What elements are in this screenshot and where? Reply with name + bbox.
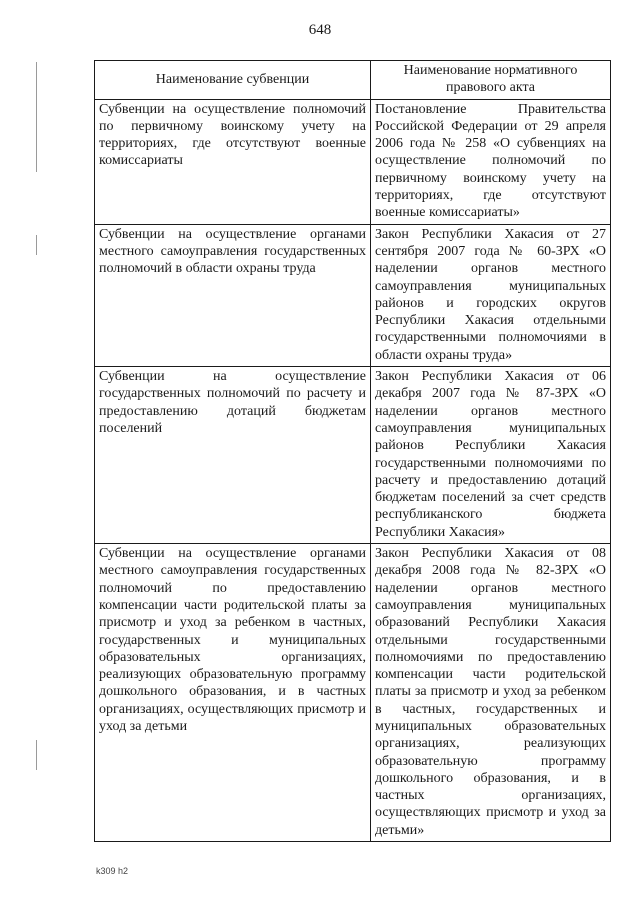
footer-document-code: k309 h2 [96,866,129,876]
margin-scan-mark [36,235,37,255]
header-legal-act-name: Наименование нормативного правового акта [371,61,611,100]
subvention-cell: Субвенции на осуществление органами местного самоуправления государственных полномочий по предоставлению компенсации части родительской платы за присмотр и уход за ребенком в частных, государственных и муниципальных образовательных организациях, реализующих образовательную программу дошкольного образования, и в частных организациях, осуществляющих присмотр и уход за детьми [95,544,371,842]
table-row [95,224,611,366]
margin-scan-mark [36,740,37,770]
header-subvention-name: Наименование субвенции [95,61,371,100]
legal-act-cell: Постановление Правительства Российской Федерации от 29 апреля 2006 года № 258 «О субвенциях на осуществление полномочий по первичному воинскому учету на территориях, где отсутствуют военные комиссариаты» [371,99,611,224]
subvention-cell: Субвенции на осуществление государственных полномочий по расчету и предоставлению дотаций бюджетам поселений [95,367,371,544]
subvention-cell: Субвенции на осуществление полномочий по первичному воинскому учету на территориях, где отсутствуют военные комиссариаты [95,99,371,224]
page-number: 648 [308,22,332,38]
subvention-cell: Субвенции на осуществление органами местного самоуправления государственных полномочий в области охраны труда [95,224,371,366]
table-header-row [95,61,611,100]
margin-scan-mark [36,62,37,172]
table-row [95,367,611,544]
legal-act-cell: Закон Республики Хакасия от 06 декабря 2007 года № 87-ЗРХ «О наделении органов местного самоуправления муниципальных районов Республики Хакасия государственными полномочиями по расчету и предоставлению дотаций бюджетам поселений за счет средств республиканского бюджета Республики Хакасия» [371,367,611,544]
table-row [95,544,611,842]
subventions-table [94,60,611,842]
legal-act-cell: Закон Республики Хакасия от 27 сентября 2007 года № 60-ЗРХ «О наделении органов местного самоуправления муниципальных районов и городских округов Республики Хакасия отдельными государственными полномочиями в области охраны труда» [371,224,611,366]
table-row [95,99,611,224]
legal-act-cell: Закон Республики Хакасия от 08 декабря 2008 года № 82-ЗРХ «О наделении органов местного самоуправления муниципальных образований Республики Хакасия отдельными государственными полномочиями по предоставлению компенсации части родительской платы за присмотр и уход за ребенком в частных, государственных и муниципальных образовательных организациях, реализующих образовательную программу дошкольного образования, и в частных организациях, осуществляющих присмотр и уход за детьми» [371,544,611,842]
